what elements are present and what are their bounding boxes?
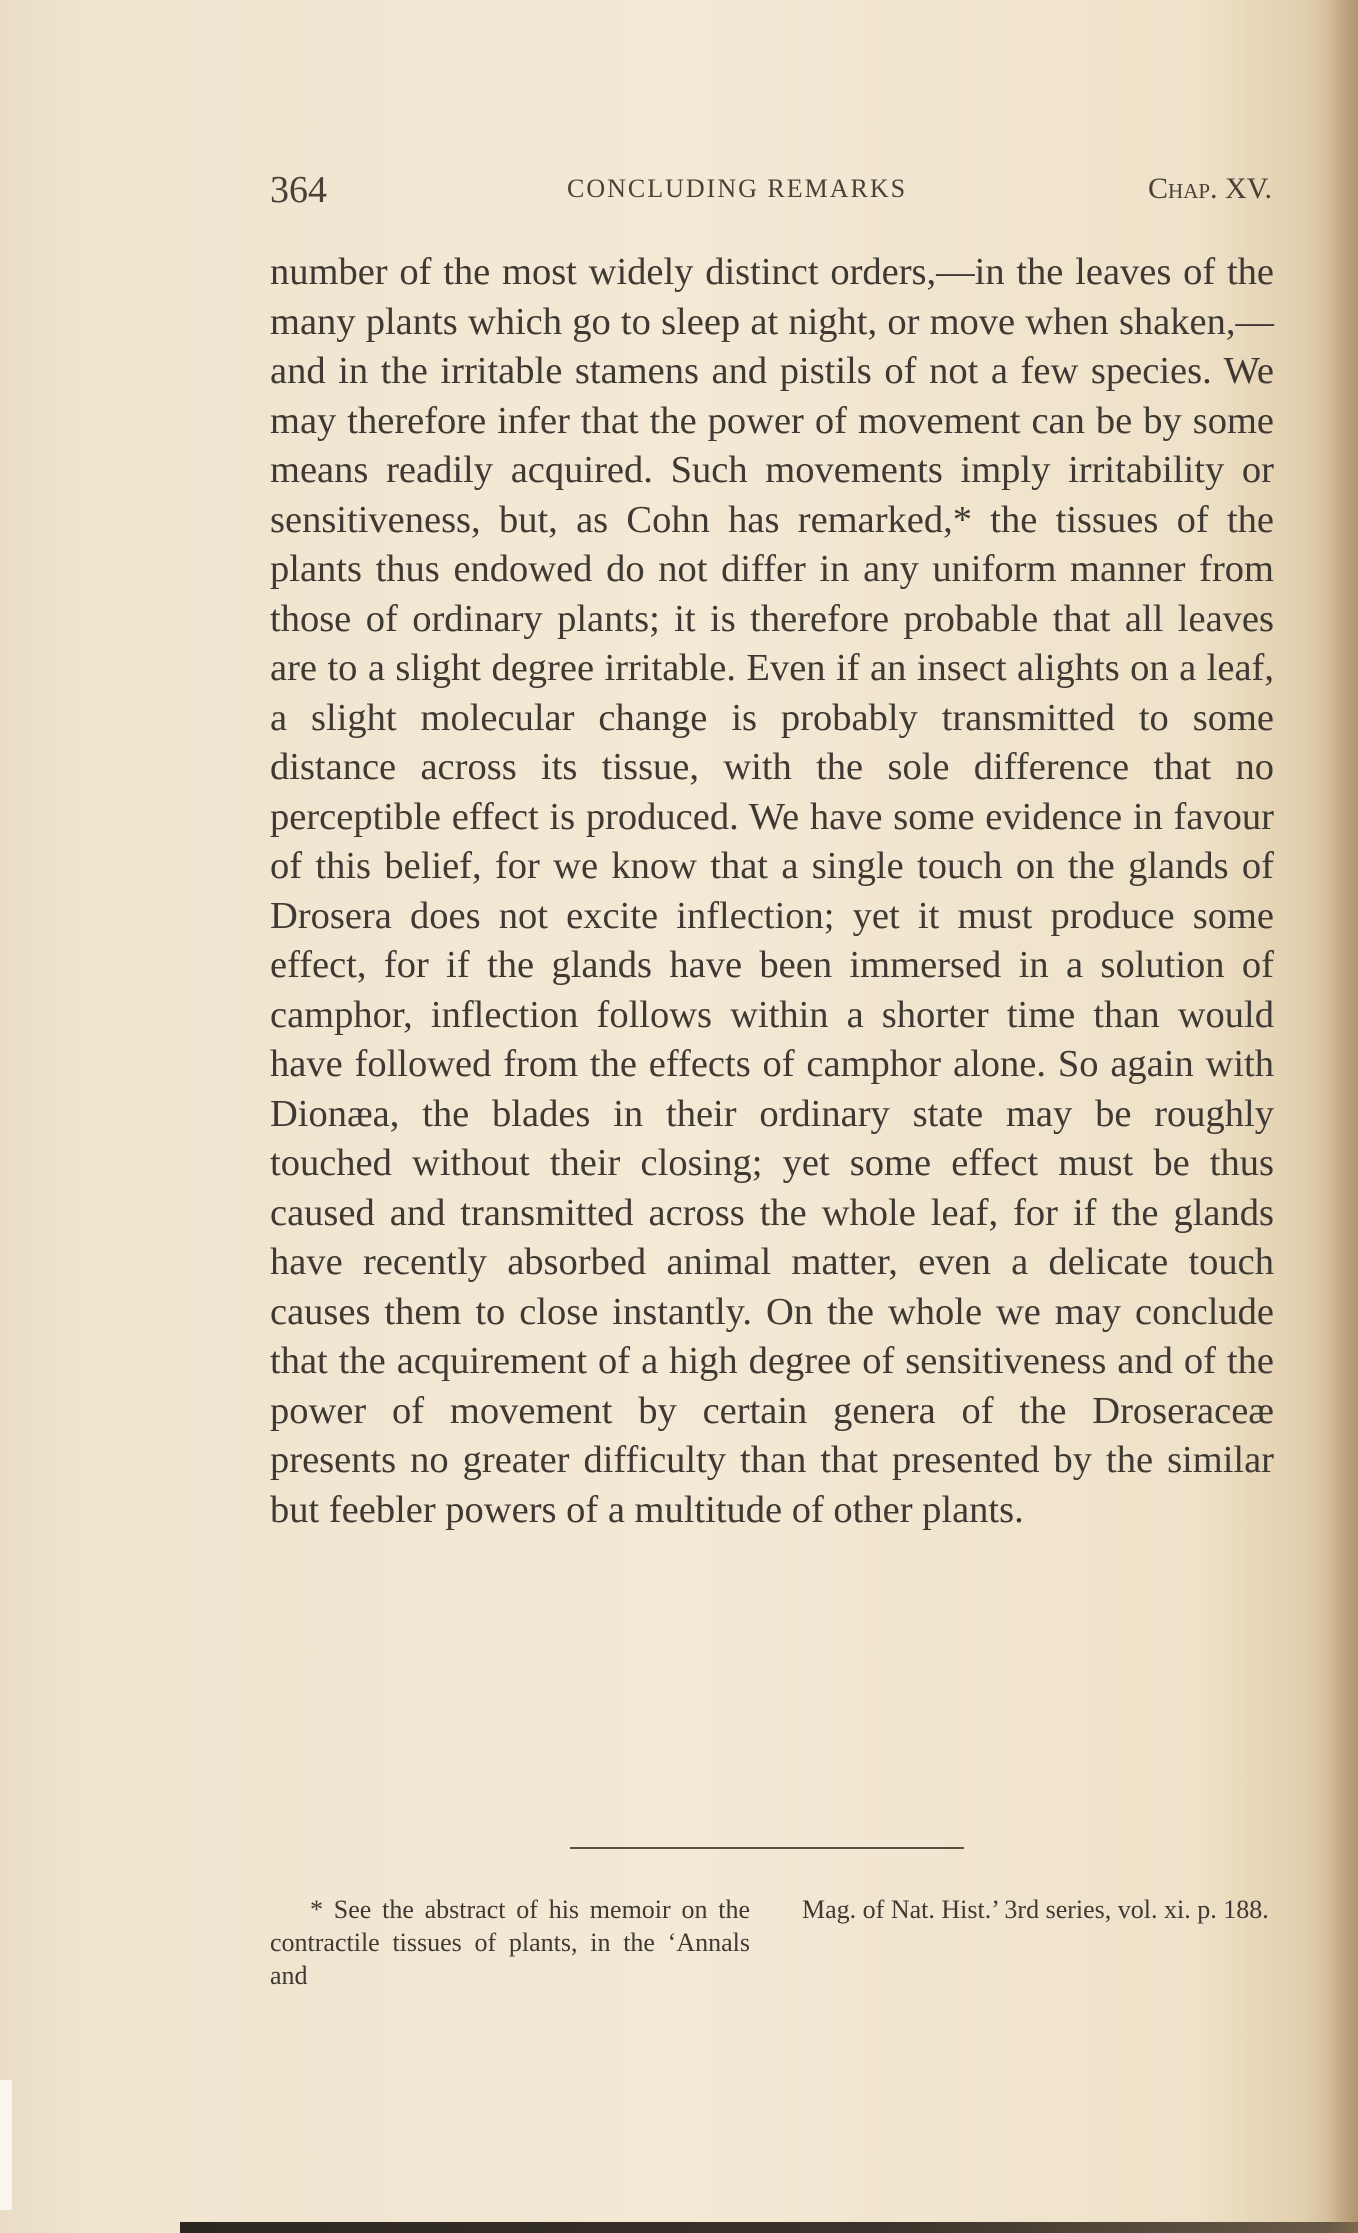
body-paragraph: number of the most widely distinct orders,—in the leaves of the many plants which go to sleep at night, or move when shaken,—and in the irritable stamens and pistils of not a few species. We may therefore infer that the power of movement can be by some means readily acquired. Such movements imply irritability or sensitiveness, but, as Cohn has remarked,* the tissues of the plants thus endowed do not differ in any uniform manner from those of ordinary plants; it is therefore probable that all leaves are to a slight degree irritable. Even if an insect alights on a leaf, a slight molecular change is probably transmitted to some distance across its tissue, with the sole difference that no perceptible effect is produced. We have some evidence in favour of this belief, for we know that a single touch on the glands of Drosera does not excite inflection; yet it must produce some effect, for if the glands have been immersed in a solution of camphor, inflection follows within a shorter time than would have followed from the effects of camphor alone. So again with Dionæa, the blades in their ordinary state may be roughly touched without their closing; yet some effect must be thus caused and transmitted across the whole leaf, for if the glands have recently absorbed animal matter, even a delicate touch causes them to close instantly. On the whole we may conclude that the acquirement of a high degree of sensitiveness and of the power of movement by certain genera of the Droseraceæ presents no greater difficulty than that presented by the similar but feebler powers of a multitude of other plants. <box>270 251 1274 1531</box>
running-title: CONCLUDING REMARKS <box>567 174 908 203</box>
page-number: 364 <box>270 169 327 211</box>
footnote-left-column: * See the abstract of his memoir on the contractile tissues of plants, in the ‘Annals and <box>270 1895 750 1990</box>
bottom-page-edge <box>180 2222 1358 2233</box>
footnote-right-column: Mag. of Nat. Hist.’ 3rd series, vol. xi. p. 188. <box>802 1895 1269 1924</box>
footnote-rule <box>570 1847 964 1849</box>
chapter-reference: Chap. XV. <box>1148 172 1272 205</box>
page-edge-flaw <box>0 2080 12 2210</box>
running-head <box>270 168 1272 212</box>
